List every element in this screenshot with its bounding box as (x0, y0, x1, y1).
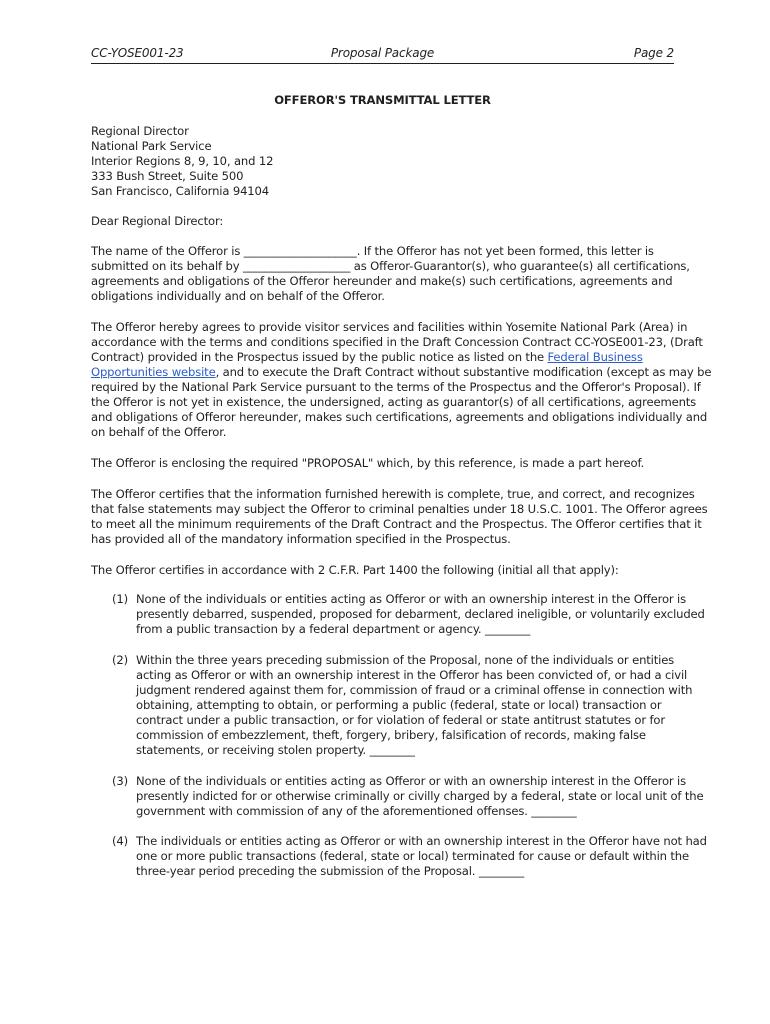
item-number: (2) (112, 653, 128, 667)
paragraph-line: the Offeror is not yet in existence, the undersigned, acting as guarantor(s) of all certifications, agreements (91, 395, 697, 409)
paragraph-offeror-name (91, 244, 690, 304)
header-page-number: Page 2 (633, 46, 674, 60)
paragraph-line: submitted on its behalf by ___________________ as Offeror-Guarantor(s), who guarantee(s) all certifications, (91, 259, 690, 273)
header-package: Proposal Package (330, 46, 435, 60)
item-text (136, 834, 707, 879)
paragraph-line: agreements and obligations of the Offeror hereunder and make(s) such certifications, agreements and (91, 274, 673, 288)
address-line: National Park Service (91, 139, 212, 153)
paragraph-line: The Offeror certifies in accordance with 2 C.F.R. Part 1400 the following (initial all that apply): (91, 563, 619, 577)
paragraph-line: that false statements may subject the Offeror to criminal penalties under 18 U.S.C. 1001. The Offeror agrees (91, 502, 708, 516)
paragraph-line: The Offeror hereby agrees to provide visitor services and facilities within Yosemite National Park (Area) in (91, 320, 688, 334)
paragraph-line (91, 365, 712, 380)
paragraph-line: The Offeror certifies that the information furnished herewith is complete, true, and correct, and recognizes (91, 487, 695, 501)
item-line: government with commission of any of the aforementioned offenses. ________ (136, 804, 577, 818)
item-line: Within the three years preceding submission of the Proposal, none of the individuals or entities (136, 653, 675, 667)
item-line: one or more public transactions (federal, state or local) terminated for cause or default within the (136, 849, 689, 863)
item-line: commission of embezzlement, theft, forgery, bribery, falsification of records, making false (136, 728, 646, 742)
item-line: presently debarred, suspended, proposed for debarment, declared ineligible, or voluntarily excluded (136, 607, 705, 621)
paragraph-line: on behalf of the Offeror. (91, 425, 227, 439)
paragraph-text: Contract) provided in the Prospectus issued by the public notice as listed on the (91, 350, 548, 364)
header-doc-id: CC-YOSE001-23 (91, 46, 184, 60)
paragraph-agreement (91, 320, 712, 440)
paragraph-line: has provided all of the mandatory information specified in the Prospectus. (91, 532, 511, 546)
paragraph-cfr-certification (91, 563, 681, 578)
item-number: (1) (112, 592, 128, 606)
item-number: (4) (112, 834, 128, 848)
paragraph-text: , and to execute the Draft Contract without substantive modification (except as may be (215, 365, 712, 379)
paragraph-line: and obligations of Offeror hereunder, makes such certifications, agreements and obligations individually and (91, 410, 708, 424)
paragraph-enclosure (91, 456, 681, 471)
salutation (91, 214, 681, 229)
paragraph-line: required by the National Park Service pursuant to the terms of the Prospectus and the Offeror's Proposal). If (91, 380, 701, 394)
item-line: presently indicted for or otherwise criminally or civilly charged by a federal, state or local unit of the (136, 789, 704, 803)
paragraph-line (91, 350, 681, 365)
item-line: from a public transaction by a federal department or agency. ________ (136, 622, 531, 636)
letter-title: OFFEROR'S TRANSMITTAL LETTER (274, 93, 491, 107)
item-number: (3) (112, 774, 128, 788)
item-text (136, 774, 704, 819)
item-text (136, 653, 693, 758)
fbo-website-link[interactable]: Federal Business (547, 350, 643, 364)
item-line: judgment rendered against them for, commission of fraud or a criminal offense in connection with (136, 683, 693, 697)
paragraph-line: obligations individually and on behalf of the Offeror. (91, 289, 385, 303)
paragraph-line: accordance with the terms and conditions specified in the Draft Concession Contract CC-YOSE001-23, (Draft (91, 335, 703, 349)
item-line: obtaining, attempting to obtain, or performing a public (federal, state or local) transaction or (136, 698, 662, 712)
item-line: acting as Offeror or with an ownership interest in the Offeror has been convicted of, or had a civil (136, 668, 688, 682)
paragraph-line: The name of the Offeror is ____________________. If the Offeror has not yet been formed, this letter is (91, 244, 654, 258)
item-line: None of the individuals or entities acting as Offeror or with an ownership interest in the Offeror is (136, 774, 687, 788)
address-line: Regional Director (91, 124, 189, 138)
item-line: None of the individuals or entities acting as Offeror or with an ownership interest in the Offeror is (136, 592, 687, 606)
recipient-address (91, 124, 681, 199)
paragraph-certification (91, 487, 708, 547)
item-line: three-year period preceding the submission of the Proposal. ________ (136, 864, 525, 878)
fbo-website-link-continued[interactable]: Opportunities website (91, 365, 216, 379)
paragraph-line: The Offeror is enclosing the required "PROPOSAL" which, by this reference, is made a part hereof. (91, 456, 645, 470)
item-line: statements, or receiving stolen property. ________ (136, 743, 415, 757)
address-line: 333 Bush Street, Suite 500 (91, 169, 244, 183)
address-line: Interior Regions 8, 9, 10, and 12 (91, 154, 274, 168)
item-line: contract under a public transaction, or for violation of federal or state antitrust statutes or for (136, 713, 665, 727)
paragraph-line: to meet all the minimum requirements of the Draft Contract and the Prospectus. The Offeror certifies that it (91, 517, 702, 531)
page-header (91, 45, 674, 64)
address-line: San Francisco, California 94104 (91, 184, 269, 198)
salutation-text: Dear Regional Director: (91, 214, 224, 228)
item-text (136, 592, 705, 637)
item-line: The individuals or entities acting as Offeror or with an ownership interest in the Offeror have not had (136, 834, 707, 848)
